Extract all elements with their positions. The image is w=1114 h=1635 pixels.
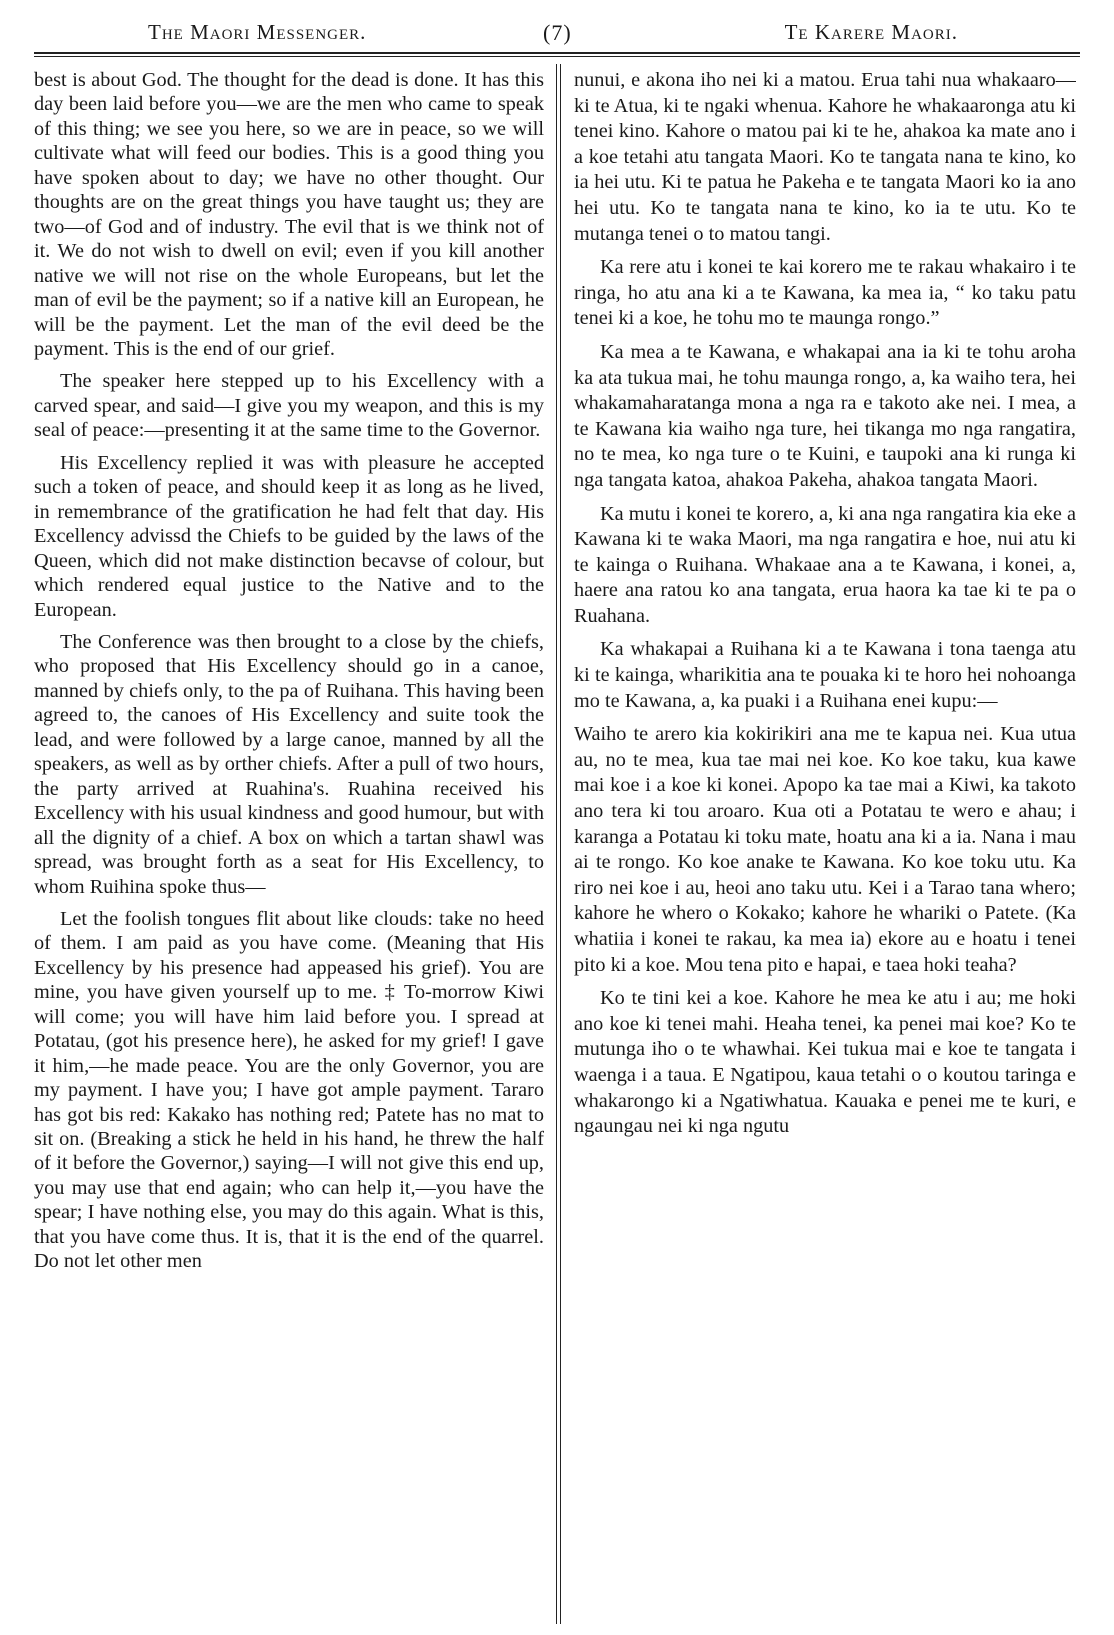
- maori-paragraph: Ka mea a te Kawana, e whakapai ana ia ki te tohu aroha ka ata tukua mai, he tohu maunga rongo, a, ka waiho tera, hei whakamaharatanga mona a nga ra e takoto ake nei. I mea, a te Kawana kia waiho nga ture, hei tikanga mo nga rangatira, no te mea, ko nga ture o te Kuini, e taupoki ana ki runga ki nga tangata katoa, ahakoa Pakeha, ahakoa tangata Maori.: [574, 340, 1076, 491]
- maori-paragraph: Ka whakapai a Ruihana ki a te Kawana i tona taenga atu ki te kainga, wharikitia ana te pouaka ki te horo hei nohoanga mo te Kawana, a, ka puaki i a Ruihana enei kupu:—: [574, 638, 1076, 712]
- maori-paragraph: Ko te tini kei a koe. Kahore he mea ke atu i au; me hoki ano koe ki tenei mahi. Heaha tenei, ka penei mai koe? Ko te mutunga iho o te whawhai. Kei tukua mai e koe te tangata i waenga i a taua. E Ngatipou, kaua tetahi o o koutou taringa e whakarongo ki a Ngatiwhatua. Kauaka e penei me te kuri, e ngaungau nei ki nga ngutu: [574, 987, 1076, 1138]
- english-paragraph: The speaker here stepped up to his Excellency with a carved spear, and said—I give you my weapon, and this is my seal of peace:—presenting it at the same time to the Governor.: [34, 370, 544, 442]
- header-rule-thick: [34, 52, 1080, 54]
- maori-paragraph: Ka mutu i konei te korero, a, ki ana nga rangatira kia eke a Kawana ki te waka Maori, ma nga rangatira e hoe, nui atu ki te kainga o Ruihana. Whakaae ana a te Kawana, i konei, a, haere ana ratou ko ana tangata, erua haora ka tae ki te pa o Ruahana.: [574, 502, 1076, 627]
- header-rule-thin: [34, 56, 1080, 57]
- header-maori-title: Te Karere Maori.: [784, 20, 958, 44]
- page-header: [30, 16, 1084, 50]
- english-column: [34, 68, 544, 1628]
- english-paragraph: His Excellency replied it was with pleasure he accepted such a token of peace, and should keep it as long as he lived, in remembrance of the gratification he had felt that day. His Excellency advissd the Chiefs to be guided by the laws of the Queen, which did not make distinction becavse of colour, but which rendered equal justice to the Native and to the European.: [34, 451, 544, 621]
- english-paragraph: Let the foolish tongues flit about like clouds: take no heed of them. I am paid as you have come. (Meaning that His Excellency by his presence had appeased his grief). You are mine, you have given yourself up to me. ‡ To-morrow Kiwi will come; you will have him laid before you. I spread at Potatau, (got his presence here), he asked for my grief! I gave it him,—he made peace. You are the only Governor, you are my payment. I have you; I have got ample payment. Tararo has got bis red: Kakako has nothing red; Patete has no mat to sit on. (Breaking a stick he held in his hand, he threw the half of it before the Governor,) saying—I will not give this end up, you may use that end again; who can help it,—you have the spear; I have nothing else, you may do this again. What is this, that you have come thus. It is, that it is the end of the quarrel. Do not let other men: [34, 907, 544, 1273]
- maori-paragraph: Waiho te arero kia kokirikiri ana me te kapua nei. Kua utua au, no te mea, kua tae mai nei koe. Ko koe taku, kua kawe mai koe i a koe ki konei. Apopo ka tae mai a Kiwi, ka takoto ano tera ki tou aroaro. Kua oti a Potatau te wero e ahau; i karanga a Potatau ki toku mate, hoatu ana ki a ia. Nana i mau ai te rongo. Ko koe anake te Kawana. Ko koe toku utu. Ka riro nei koe i au, heoi ano taku utu. Kei i a Tarao tana whero; kahore he whero o Kokako; kahore he whariki o Patete. (Ka whatiia i konei te rakau, ka mea ia) ekore au e hoatu i tenei pito ki a koe. Mou tena pito e hapai, e taea hoki teaha?: [574, 723, 1076, 976]
- english-paragraph: The Conference was then brought to a close by the chiefs, who proposed that His Excellency should go in a canoe, manned by chiefs only, to the pa of Ruihana. This having been agreed to, the canoes of His Excellency and suite took the lead, and were followed by a large canoe, manned by all the speakers, as well as by orther chiefs. After a pull of two hours, the party arrived at Ruahina's. Ruahina received his Excellency with his usual kindness and good humour, but with all the dignity of a chief. A box on which a tartan shawl was spread, was brought forth as a seat for His Excellency, to whom Ruihina spoke thus—: [34, 630, 544, 898]
- maori-column: [574, 68, 1076, 1628]
- maori-paragraph: nunui, e akona iho nei ki a matou. Erua tahi nua whakaaro—ki te Atua, ki te ngaki whenua. Kahore he whakaaronga atu ki tenei kino. Kahore o matou pai ki te he, ahakoa ka mate ano i a koe tetahi atu tangata Maori. Ko te tangata nana te kino, ko ia hei utu. Ki te patua he Pakeha e te tangata Maori ko ia ano hei utu. Ko te tangata nana te kino, ko ia te utu. Ko te mutanga tenei o to matou tangi.: [574, 69, 1076, 245]
- column-divider-left: [556, 64, 557, 1624]
- maori-paragraph: Ka rere atu i konei te kai korero me te rakau whakairo i te ringa, ho atu ana ki a te Kawana, ka mea ia, “ ko taku patu tenei ki a koe, he tohu mo te maunga rongo.”: [574, 256, 1076, 330]
- header-english-title: The Maori Messenger.: [148, 20, 367, 44]
- english-paragraph: best is about God. The thought for the dead is done. It has this day been laid before you—we are the men who came to speak of this thing; we see you here, so we are in peace, so we will cultivate what will feed our bodies. This is a good thing you have spoken about to day; we have no other thought. Our thoughts are on the great things you have taught us; they are two—of God and of industry. The evil that is we think not of it. We do not wish to dwell on evil; even if you kill another native we will not rise on the whole Europeans, but let the man of evil be the payment; so if a native kill an European, he will be the payment. Let the man of the evil deed be the payment. This is the end of our grief.: [34, 69, 544, 360]
- column-divider-right: [560, 64, 561, 1624]
- page-number: (7): [543, 20, 572, 45]
